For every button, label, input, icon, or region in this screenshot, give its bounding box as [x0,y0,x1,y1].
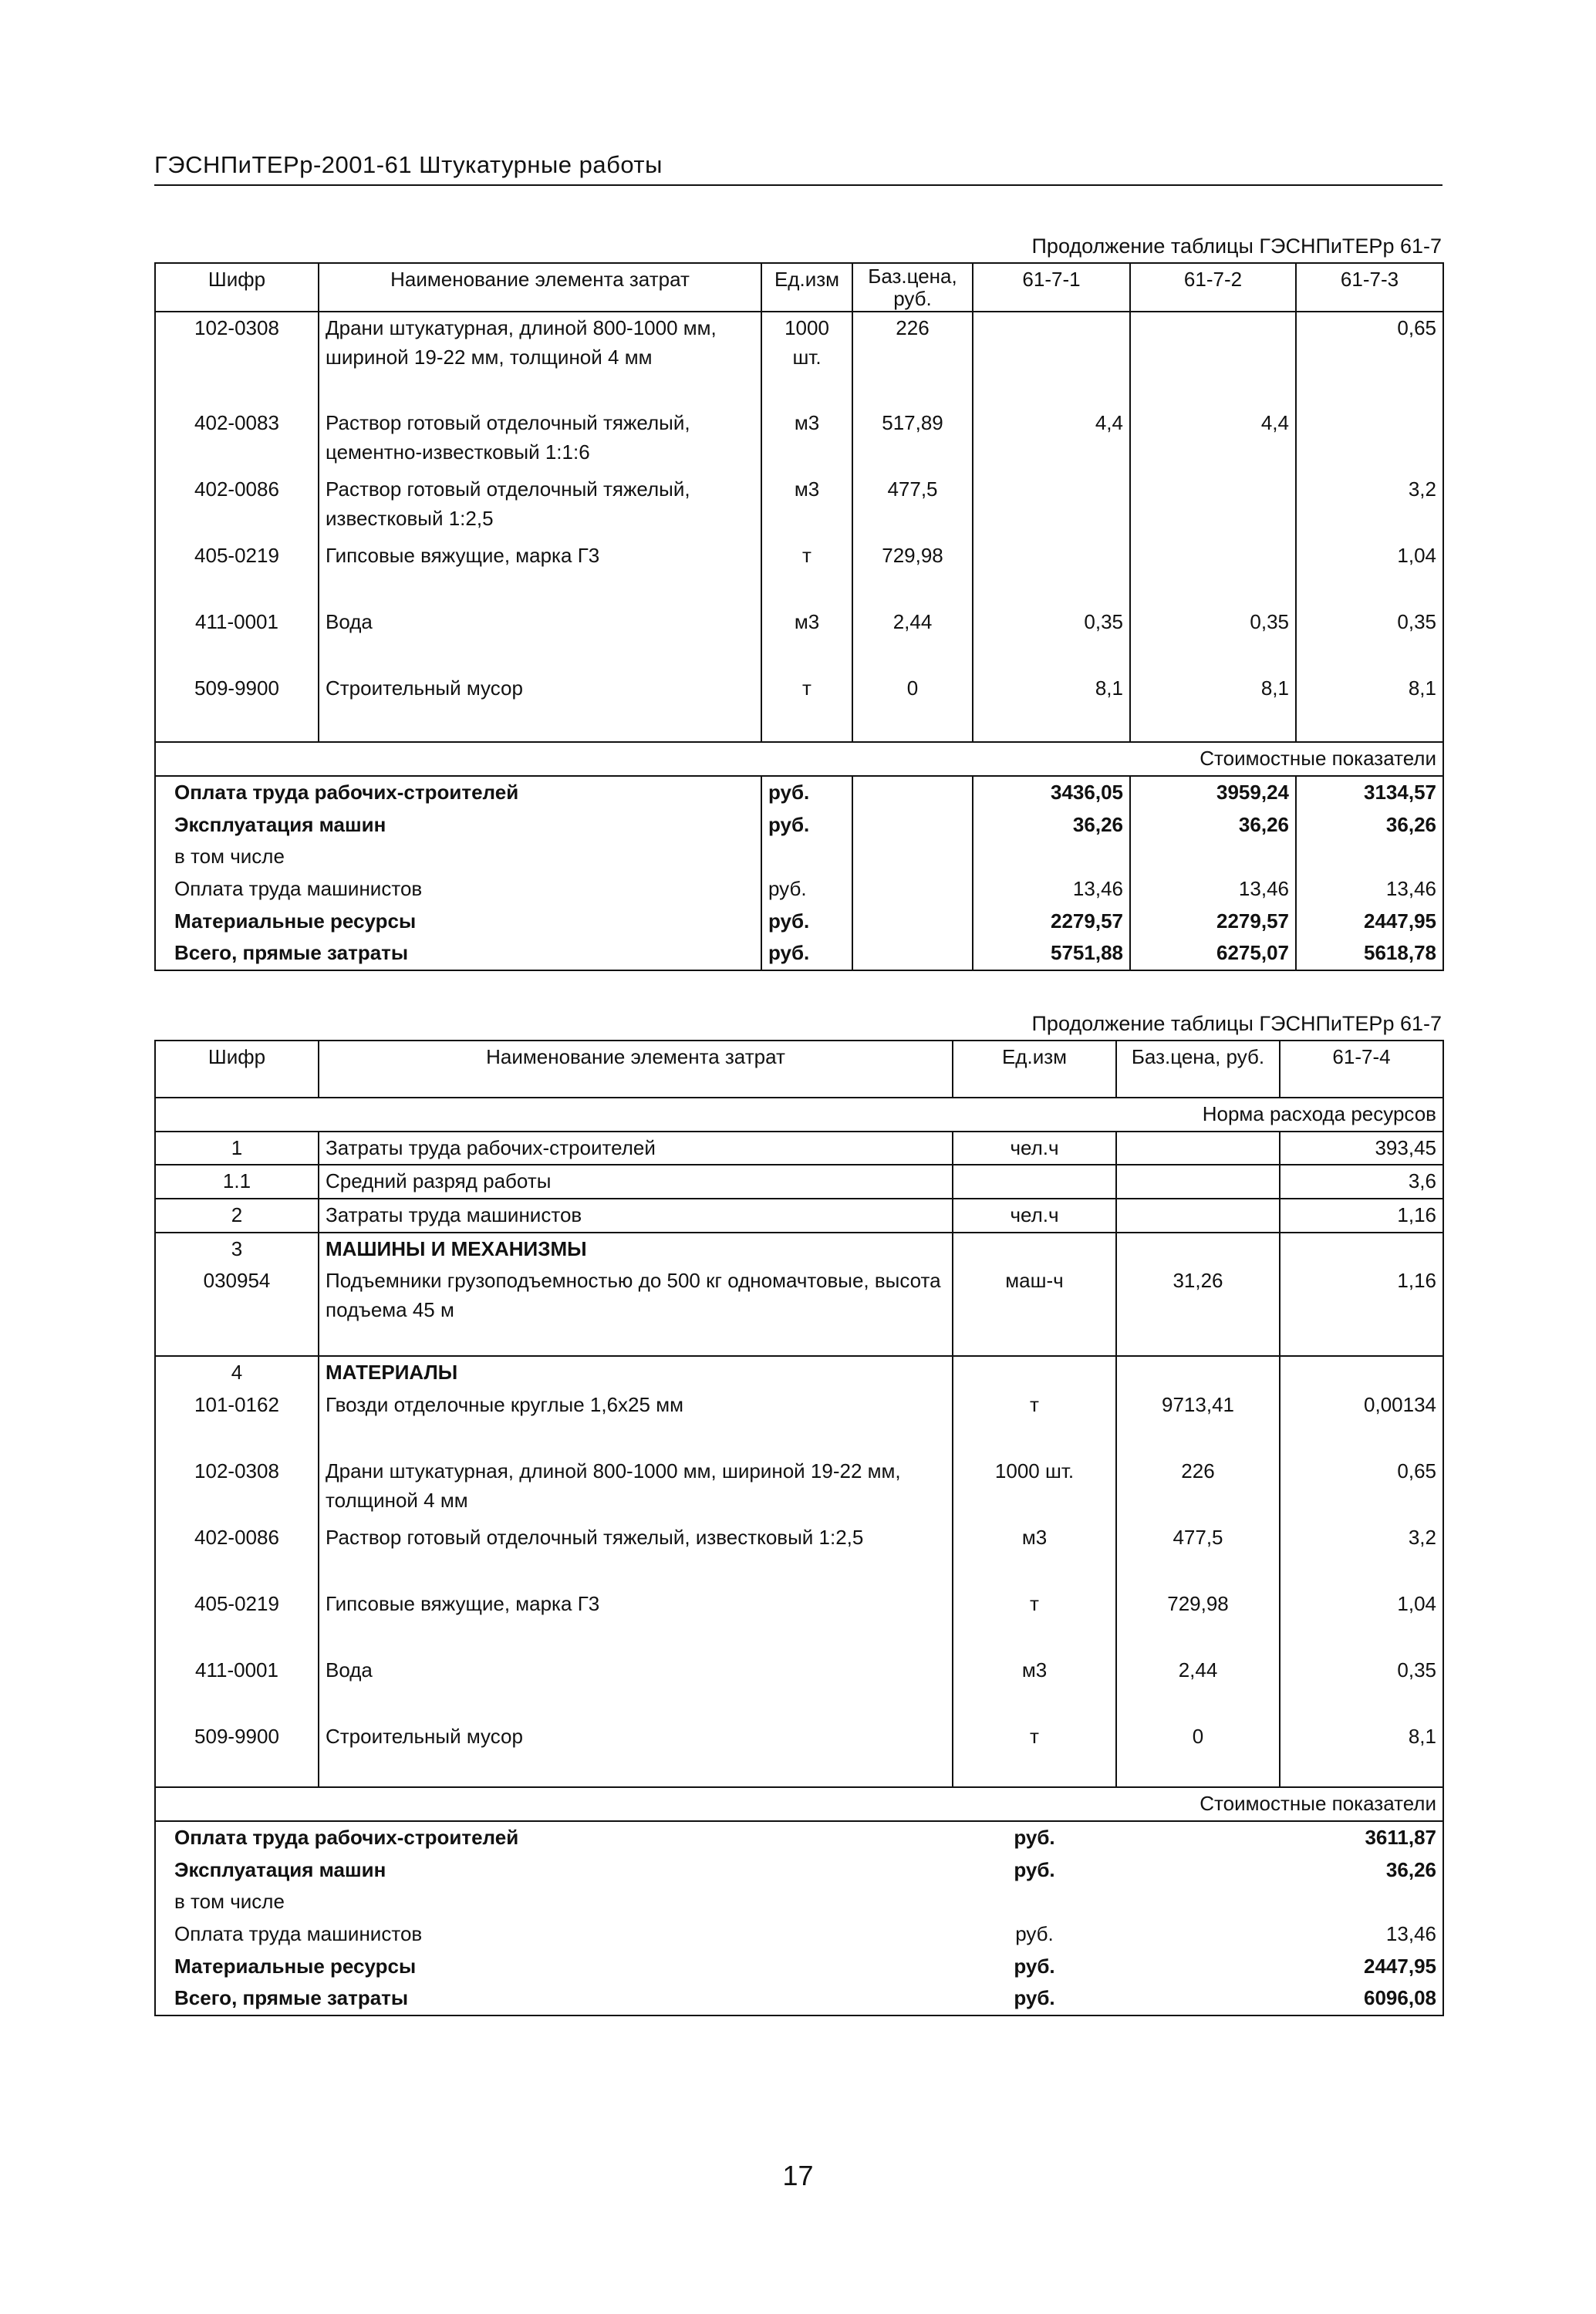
cost-name: Материальные ресурсы [155,1951,953,1983]
cost-value-61-7-1: 13,46 [973,873,1130,906]
table-row [155,606,1443,673]
row-value-61-7-1 [973,540,1130,606]
cost-row [155,1918,1443,1951]
table1-continuation-caption: Продолжение таблицы ГЭСНПиТЕРр 61-7 [1031,234,1442,258]
cost-value-61-7-3: 13,46 [1296,873,1443,906]
cost-value-61-7-2 [1130,841,1296,873]
row-price [1116,1356,1280,1389]
row-code: 405-0219 [155,540,319,606]
col-header-unit: Ед.изм [761,263,852,312]
row-name: Гипсовые вяжущие, марка Г3 [319,540,761,606]
row-unit: м3 [953,1522,1116,1588]
norm-heading: Норма расхода ресурсов [155,1098,1443,1132]
row-value-61-7-2: 8,1 [1130,673,1296,742]
col-header-price: Баз.цена, руб. [852,263,973,312]
row-value-61-7-4 [1280,1356,1443,1389]
cost-value-61-7-4: 6096,08 [1280,1982,1443,2015]
row-name: Строительный мусор [319,1721,953,1787]
cost-unit: руб. [761,776,852,809]
row-code: 102-0308 [155,312,319,407]
cost-name: в том числе [155,841,761,873]
row-unit: м3 [761,407,852,474]
row-value-61-7-1 [973,312,1130,407]
table-row [155,1132,1443,1165]
row-value-61-7-4: 8,1 [1280,1721,1443,1787]
row-value-61-7-4: 3,2 [1280,1522,1443,1588]
cost-name: Оплата труда рабочих-строителей [155,776,761,809]
row-name: Раствор готовый отделочный тяжелый, цементно-известковый 1:1:6 [319,407,761,474]
table-row [155,673,1443,742]
row-name: Гипсовые вяжущие, марка Г3 [319,1588,953,1655]
cost-value-61-7-3: 5618,78 [1296,937,1443,970]
row-unit: т [953,1588,1116,1655]
col-header-code: Шифр [155,1041,319,1098]
table-row [155,474,1443,540]
page-number: 17 [782,2160,814,2191]
row-unit: чел.ч [953,1199,1116,1233]
row-code: 405-0219 [155,1588,319,1655]
cost-value-61-7-2: 6275,07 [1130,937,1296,970]
cost-value-61-7-1: 2279,57 [973,906,1130,938]
row-price: 729,98 [882,544,943,568]
row-price [1116,1233,1280,1266]
section-row [155,1233,1443,1266]
col-header-name: Наименование элемента затрат [319,263,761,312]
row-value-61-7-3: 0,35 [1296,606,1443,673]
row-value-61-7-4: 393,45 [1280,1132,1443,1165]
col-header-61-7-3: 61-7-3 [1296,263,1443,312]
col-header-price: Баз.цена, руб. [1116,1041,1280,1098]
row-unit: м3 [761,606,852,673]
row-value-61-7-2: 0,35 [1130,606,1296,673]
cost-name: Оплата труда машинистов [155,873,761,906]
cost-value-61-7-2: 3959,24 [1130,776,1296,809]
cost-unit: руб. [1014,1825,1055,1849]
row-value-61-7-3: 1,04 [1296,540,1443,606]
header-rule [154,184,1442,186]
row-code: 411-0001 [155,606,319,673]
table-row [155,1456,1443,1522]
row-price: 477,5 [1116,1522,1280,1588]
cost-name: Оплата труда машинистов [155,1918,953,1951]
row-code: 2 [155,1199,319,1233]
table-row [155,540,1443,606]
row-unit: маш-ч [953,1265,1116,1356]
table-row [155,1522,1443,1588]
cost-value-61-7-1: 5751,88 [973,937,1130,970]
row-code: 509-9900 [155,673,319,742]
row-code: 402-0086 [155,1522,319,1588]
cost-unit: руб. [761,873,852,906]
row-price: 226 [1116,1456,1280,1522]
row-price: 2,44 [1116,1655,1280,1721]
cost-value-61-7-4: 2447,95 [1280,1951,1443,1983]
row-unit: т [953,1389,1116,1456]
cost-row [155,906,1443,938]
row-code: 402-0086 [155,474,319,540]
row-price: 9713,41 [1116,1389,1280,1456]
row-price: 0 [1116,1721,1280,1787]
row-value-61-7-3: 8,1 [1296,673,1443,742]
norm-heading-row [155,1098,1443,1132]
row-name: Вода [319,1655,953,1721]
cost-row [155,809,1443,842]
cost-value-61-7-4 [1280,1886,1443,1918]
cost-name: Материальные ресурсы [155,906,761,938]
row-name: Драни штукатурная, длиной 800-1000 мм, шириной 19-22 мм, толщиной 4 мм [319,1456,953,1522]
row-value-61-7-1: 8,1 [973,673,1130,742]
cost-row [155,1854,1443,1887]
table-row [155,1655,1443,1721]
row-unit: 1000 шт. [953,1456,1116,1522]
row-code: 402-0083 [155,407,319,474]
cost-value-61-7-2: 2279,57 [1130,906,1296,938]
row-value-61-7-2 [1130,474,1296,540]
row-code: 411-0001 [155,1655,319,1721]
row-value-61-7-1: 0,35 [973,606,1130,673]
page-header-title: ГЭСНПиТЕРр-2001-61 Штукатурные работы [154,151,663,178]
row-name: Драни штукатурная, длиной 800-1000 мм, шириной 19-22 мм, толщиной 4 мм [319,312,761,407]
row-value-61-7-4: 1,16 [1280,1265,1443,1356]
row-code: 3 [155,1233,319,1266]
table-row [155,1199,1443,1233]
cost-value-61-7-3: 3134,57 [1296,776,1443,809]
cost-name: Эксплуатация машин [155,1854,953,1887]
cost-row [155,873,1443,906]
row-code: 030954 [155,1265,319,1356]
cost-name: Эксплуатация машин [155,809,761,842]
cost-value-61-7-3: 2447,95 [1296,906,1443,938]
row-code: 1 [155,1132,319,1165]
row-name: Затраты труда машинистов [319,1199,953,1233]
table1-header-row [155,263,1443,312]
col-header-61-7-2: 61-7-2 [1130,263,1296,312]
cost-value-61-7-1 [973,841,1130,873]
cost-heading: Стоимостные показатели [155,1787,1443,1821]
cost-heading-row [155,742,1443,776]
col-header-61-7-1: 61-7-1 [973,263,1130,312]
row-unit: м3 [761,474,852,540]
row-code: 1.1 [155,1165,319,1199]
row-name: Средний разряд работы [319,1165,953,1199]
row-unit: м3 [953,1655,1116,1721]
cost-unit: руб. [761,937,852,970]
cost-value-61-7-3 [1296,841,1443,873]
cost-unit [953,1886,1116,1918]
row-price: 477,5 [887,477,938,501]
cost-unit: руб. [953,1982,1116,2015]
row-value-61-7-4: 0,35 [1280,1655,1443,1721]
section-row [155,1356,1443,1389]
row-price: 729,98 [1116,1588,1280,1655]
table-row [155,1165,1443,1199]
cost-unit: руб. [1014,1954,1055,1978]
row-unit [953,1356,1116,1389]
row-code: 101-0162 [155,1389,319,1456]
row-value-61-7-4: 1,16 [1280,1199,1443,1233]
row-unit [953,1165,1116,1199]
row-price: 226 [896,316,930,340]
row-unit: т [761,673,852,742]
table-row [155,1265,1443,1356]
row-code: 509-9900 [155,1721,319,1787]
row-name: Гвозди отделочные круглые 1,6х25 мм [319,1389,953,1456]
row-name: Раствор готовый отделочный тяжелый, известковый 1:2,5 [319,1522,953,1588]
cost-heading-row [155,1787,1443,1821]
row-value-61-7-4: 0,00134 [1280,1389,1443,1456]
cost-value-61-7-3: 36,26 [1296,809,1443,842]
row-price: 0 [906,676,919,700]
cost-value-61-7-4: 13,46 [1280,1918,1443,1951]
cost-row [155,1821,1443,1854]
row-unit: 1000 шт. [761,312,852,407]
row-value-61-7-2 [1130,540,1296,606]
cost-unit: руб. [1015,1921,1054,1945]
cost-value-61-7-4: 3611,87 [1280,1821,1443,1854]
row-value-61-7-4: 0,65 [1280,1456,1443,1522]
cost-name: Всего, прямые затраты [155,1982,953,2015]
cost-name: в том числе [155,1886,953,1918]
row-value-61-7-2 [1130,312,1296,407]
table-row [155,1721,1443,1787]
row-unit: т [953,1721,1116,1787]
table-row [155,1389,1443,1456]
cost-name: Оплата труда рабочих-строителей [155,1821,953,1854]
col-header-unit: Ед.изм [953,1041,1116,1098]
cost-value-61-7-1: 3436,05 [973,776,1130,809]
table-row [155,1588,1443,1655]
cost-value-61-7-2: 36,26 [1130,809,1296,842]
row-name: Затраты труда рабочих-строителей [319,1132,953,1165]
cost-value-61-7-2: 13,46 [1130,873,1296,906]
col-header-61-7-4: 61-7-4 [1280,1041,1443,1098]
row-code: 4 [155,1356,319,1389]
row-value-61-7-4 [1280,1233,1443,1266]
row-value-61-7-2: 4,4 [1130,407,1296,474]
row-price [1116,1165,1280,1199]
row-name: Вода [319,606,761,673]
row-price [1116,1132,1280,1165]
row-name: Подъемники грузоподъемностью до 500 кг одномачтовые, высота подъема 45 м [319,1265,953,1356]
cost-row [155,937,1443,970]
row-value-61-7-3: 0,65 [1296,312,1443,407]
row-price: 2,44 [892,610,933,634]
row-value-61-7-1 [973,474,1130,540]
table1 [154,262,1444,971]
col-header-name: Наименование элемента затрат [319,1041,953,1098]
row-code: 102-0308 [155,1456,319,1522]
row-unit [953,1233,1116,1266]
row-unit: чел.ч [953,1132,1116,1165]
table2-header-row [155,1041,1443,1098]
cost-row [155,776,1443,809]
cost-heading: Стоимостные показатели [155,742,1443,776]
row-price [1116,1199,1280,1233]
row-price: 31,26 [1116,1265,1280,1356]
row-value-61-7-3 [1296,407,1443,474]
cost-row [155,1951,1443,1983]
cost-row [155,1982,1443,2015]
section-title: МАТЕРИАЛЫ [319,1356,953,1389]
col-header-code: Шифр [155,263,319,312]
table2 [154,1040,1444,2016]
cost-value-61-7-1: 36,26 [973,809,1130,842]
row-value-61-7-4: 3,6 [1280,1165,1443,1199]
cost-row [155,1886,1443,1918]
cost-unit: руб. [761,906,852,938]
row-value-61-7-1: 4,4 [973,407,1130,474]
cost-unit: руб. [761,809,852,842]
section-title: МАШИНЫ И МЕХАНИЗМЫ [319,1233,953,1266]
row-price: 517,89 [882,411,943,435]
cost-unit: руб. [1014,1857,1055,1881]
row-name: Строительный мусор [319,673,761,742]
row-unit: т [761,540,852,606]
table-row [155,312,1443,407]
cost-value-61-7-4: 36,26 [1280,1854,1443,1887]
cost-unit [761,841,852,873]
cost-name: Всего, прямые затраты [155,937,761,970]
row-name: Раствор готовый отделочный тяжелый, известковый 1:2,5 [319,474,761,540]
table-row [155,407,1443,474]
row-value-61-7-4: 1,04 [1280,1588,1443,1655]
cost-row [155,841,1443,873]
row-value-61-7-3: 3,2 [1296,474,1443,540]
table2-continuation-caption: Продолжение таблицы ГЭСНПиТЕРр 61-7 [1031,1012,1442,1035]
